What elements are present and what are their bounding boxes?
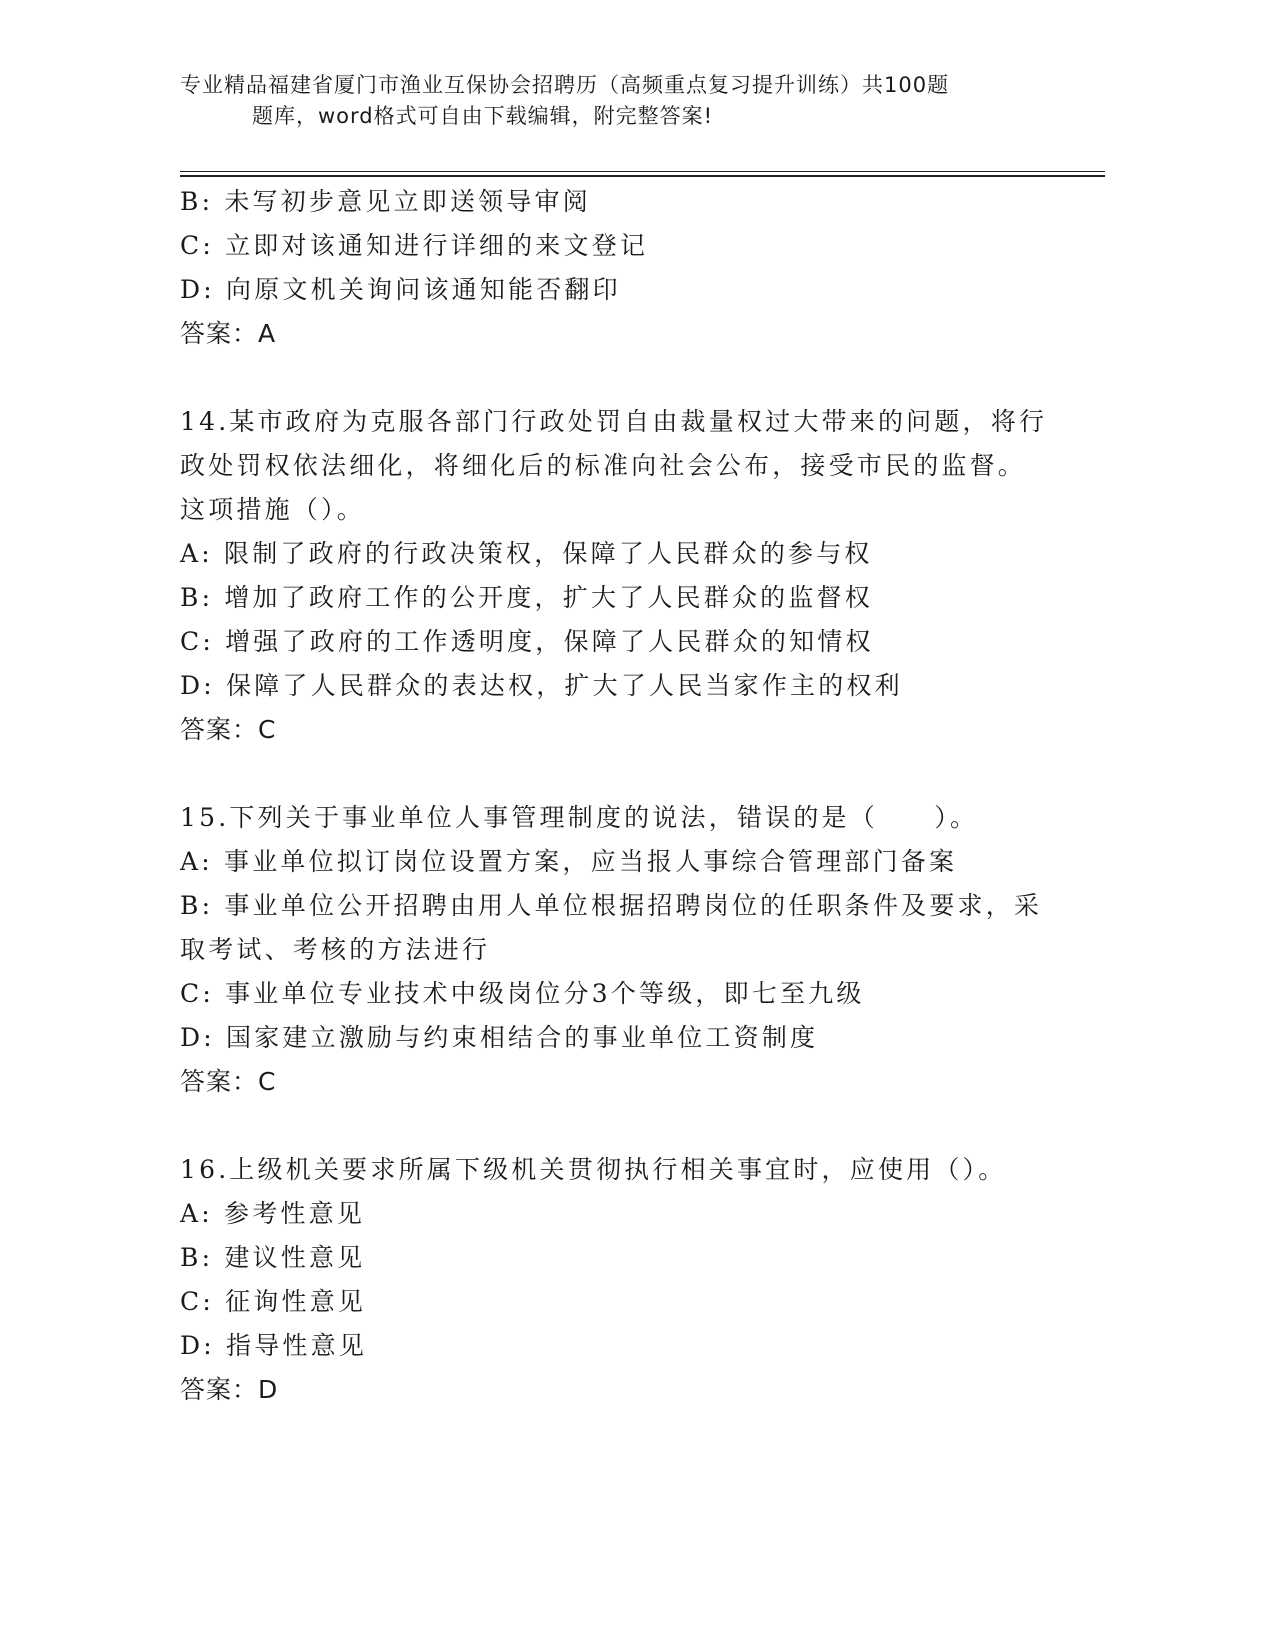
option-b: B: 增加了政府工作的公开度，扩大了人民群众的监督权 <box>180 583 873 612</box>
option-d: D: 保障了人民群众的表达权，扩大了人民当家作主的权利 <box>180 671 903 700</box>
question-14 <box>180 400 1060 752</box>
answer: 答案：C <box>180 1067 277 1096</box>
header-title-line-2: 题库，word格式可自由下载编辑，附完整答案! <box>252 104 714 128</box>
option-d: D: 指导性意见 <box>180 1331 368 1360</box>
question-15 <box>180 796 1060 1104</box>
option-b: B: 建议性意见 <box>180 1243 366 1272</box>
option-c: C: 事业单位专业技术中级岗位分3个等级，即七至九级 <box>180 979 865 1008</box>
option-a: A: 限制了政府的行政决策权，保障了人民群众的参与权 <box>180 539 873 568</box>
document-body <box>180 180 1060 1456</box>
question-stem-line: 16.上级机关要求所属下级机关贯彻执行相关事宜时，应使用（）。 <box>180 1155 1007 1184</box>
option-d: D: 国家建立激励与约束相结合的事业单位工资制度 <box>180 1023 819 1052</box>
option-c: C: 征询性意见 <box>180 1287 367 1316</box>
question-13-continued <box>180 180 1060 356</box>
header-divider-thin <box>180 171 1105 172</box>
option-c: C: 增强了政府的工作透明度，保障了人民群众的知情权 <box>180 627 874 656</box>
header-title-line-1: 专业精品福建省厦门市渔业互保协会招聘历（高频重点复习提升训练）共100题 <box>180 73 950 97</box>
page-header <box>180 70 1060 132</box>
question-stem-line: 这项措施（）。 <box>180 495 365 524</box>
answer: 答案：C <box>180 715 277 744</box>
answer: 答案：D <box>180 1375 279 1404</box>
answer: 答案：A <box>180 319 277 348</box>
option-d: D: 向原文机关询问该通知能否翻印 <box>180 275 621 304</box>
option-b-continued: 取考试、考核的方法进行 <box>180 935 491 964</box>
question-stem-line: 政处罚权依法细化，将细化后的标准向社会公布，接受市民的监督。 <box>180 451 1027 480</box>
question-stem-line: 15.下列关于事业单位人事管理制度的说法，错误的是（ ）。 <box>180 803 979 832</box>
option-c: C: 立即对该通知进行详细的来文登记 <box>180 231 649 260</box>
option-b: B: 事业单位公开招聘由用人单位根据招聘岗位的任职条件及要求，采 <box>180 891 1043 920</box>
question-stem-line: 14.某市政府为克服各部门行政处罚自由裁量权过大带来的问题，将行 <box>180 407 1048 436</box>
option-a: A: 参考性意见 <box>180 1199 366 1228</box>
option-a: A: 事业单位拟订岗位设置方案，应当报人事综合管理部门备案 <box>180 847 958 876</box>
question-16 <box>180 1148 1060 1412</box>
header-divider-thick <box>180 175 1105 177</box>
option-b: B: 未写初步意见立即送领导审阅 <box>180 187 591 216</box>
